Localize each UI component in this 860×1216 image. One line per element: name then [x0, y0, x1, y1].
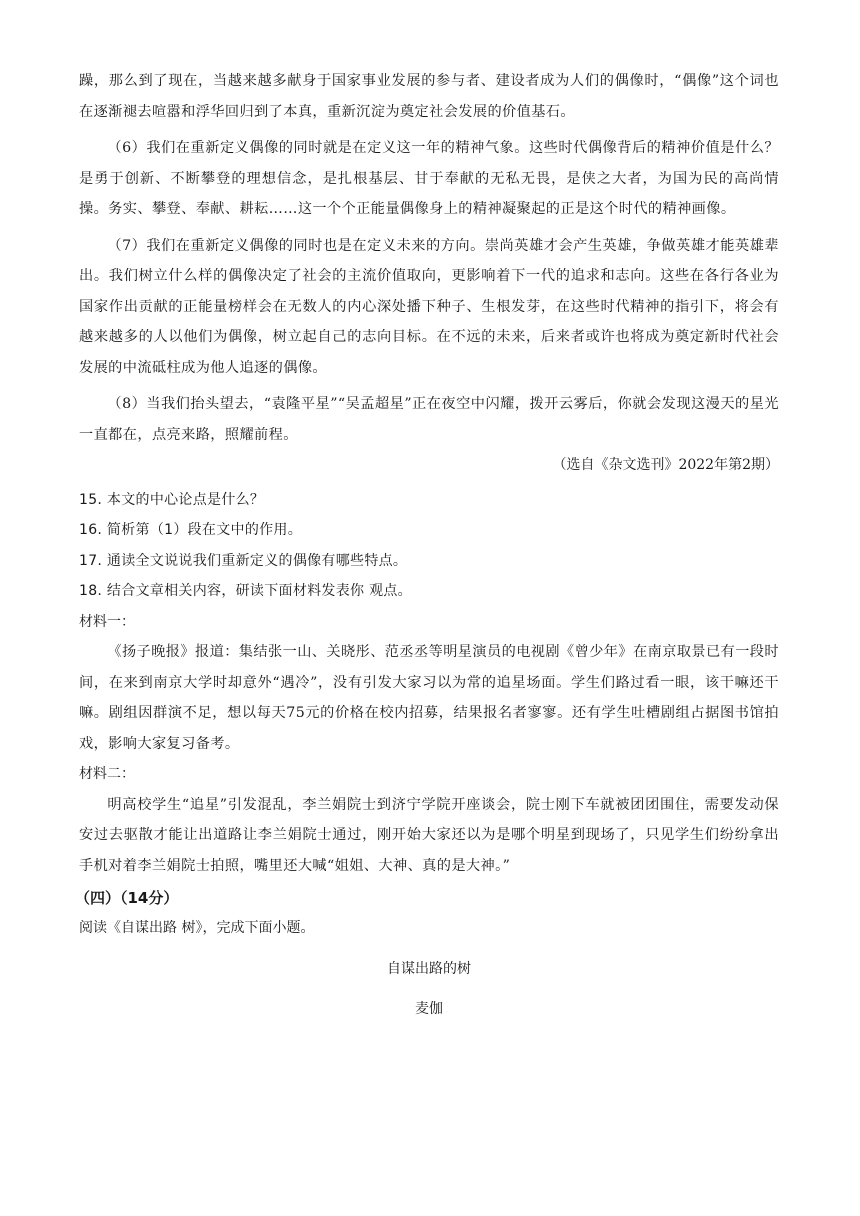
material-1-text: 《扬子晚报》报道：集结张一山、关晓彤、范丞丞等明星演员的电视剧《曾少年》在南京取景已有一段时间，在来到南京大学时却意外“遇冷”，没有引发大家习以为常的追星场面。学生们路过看一眼，该干嘛还干嘛。剧组因群演不足，想以每天75元的价格在校内招募，结果报名者寥寥。还有学生吐槽剧组占据图书馆拍戏，影响大家复习备考。: [79, 644, 779, 752]
material-2-label: 材料二：: [79, 766, 135, 782]
paragraph-6: （6）我们在重新定义偶像的同时就是在定义这一年的精神气象。这些时代偶像背后的精神价值是什么？是勇于创新、不断攀登的理想信念，是扎根基层、甘于奉献的无私无畏，是侠之大者，为国为民的高尚情操。务实、攀登、奉献、耕耘……这一个个正能量偶像身上的精神凝聚起的正是这个时代的精神画像。: [79, 140, 779, 217]
question-16: 16. 简析第（1）段在文中的作用。: [79, 522, 303, 538]
paragraph-7: （7）我们在重新定义偶像的同时也是在定义未来的方向。崇尚英雄才会产生英雄，争做英雄才能英雄辈出。我们树立什么样的偶像决定了社会的主流价值取向，更影响着下一代的追求和志向。这些在各行各业为国家作出贡献的正能量榜样会在无数人的内心深处播下种子、生根发芽，在这些时代精神的指引下，将会有越来越多的人以他们为偶像，树立起自己的志向目标。在不远的未来，后来者或许也将成为奠定新时代社会发展的中流砥柱成为他人追逐的偶像。: [79, 237, 779, 376]
story-title: 自谋出路的树: [387, 960, 471, 977]
article-source: （选自《杂文选刊》2022年第2期）: [552, 457, 779, 473]
question-15: 15. 本文的中心论点是什么？: [79, 491, 265, 508]
paragraph-continued: 躁，那么到了现在，当越来越多献身于国家事业发展的参与者、建设者成为人们的偶像时，“偶像”这个词也在逐渐褪去喧嚣和浮华回归到了本真，重新沉淀为奠定社会发展的价值基石。: [79, 73, 779, 120]
paragraph-8: （8）当我们抬头望去，“袁隆平星”“吴孟超星”正在夜空中闪耀，拨开云雾后，你就会发现这漫天的星光一直都在，点亮来路，照耀前程。: [79, 396, 779, 443]
material-1-label: 材料一：: [79, 613, 135, 630]
section-4-heading: （四）（14分）: [75, 889, 179, 907]
material-2-text: 明高校学生“追星”引发混乱，李兰娟院士到济宁学院开座谈会，院士刚下车就被团团围住，需要发动保安过去驱散才能让出道路让李兰娟院士通过，刚开始大家还以为是哪个明星到现场了，只见学生们纷纷拿出手机对着李兰娟院士拍照，嘴里还大喊“姐姐、大神、真的是大神。”: [79, 796, 779, 874]
story-author: 麦伽: [415, 1000, 443, 1017]
document-page: [75, 66, 779, 1024]
question-18: 18. 结合文章相关内容，研读下面材料发表你 观点。: [79, 583, 412, 599]
question-17: 17. 通读全文说说我们重新定义的偶像有哪些特点。: [79, 552, 408, 569]
section-4-instruction: 阅读《自谋出路 树》，完成下面小题。: [79, 920, 315, 936]
